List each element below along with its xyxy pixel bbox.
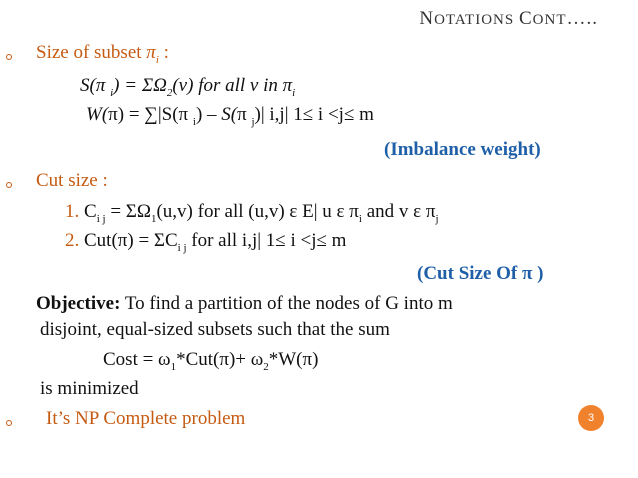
formula-subset-size: S(π $_i) = \Sigma\Omega_2(v)$ for all v in $\pi_i$ xyxy=(80,75,296,99)
formula-cut-total: 2. $Cut(\pi) = \Sigma C_{i j}$ for all i,j| 1≤ i <j≤ m xyxy=(65,230,347,254)
slide-title: NOTATIONS CONT….. xyxy=(419,8,598,29)
objective-line: Objective: To find a partition of the nodes of G into m xyxy=(36,293,453,314)
bullet-size-of-subset: Size of subset $\pi_i$ : xyxy=(36,42,169,66)
label-imbalance-weight: (Imbalance weight) xyxy=(384,139,541,160)
bullet-icon xyxy=(6,420,12,426)
bullet-cut-size: Cut size : xyxy=(36,170,108,191)
objective-line-2: disjoint, equal-sized subsets such that the sum xyxy=(40,319,390,340)
formula-imbalance: W(π) = ∑|S(π $_i$) – S(π $_j$)| i,j| 1≤ i <j≤ m xyxy=(86,104,374,128)
formula-cut-cij: 1. $C_{i j} = \Sigma\Omega_1(u,v)$ for all (u,v) ε E| u ε $\pi_i$ and v ε $\pi_j$ xyxy=(65,201,439,225)
label-cut-size-of-pi: (Cut Size Of π ) xyxy=(417,263,544,284)
formula-cost: Cost = $\omega_1*Cut(\pi)+ \omega_2*W(\pi)$ xyxy=(103,349,319,373)
objective-line-3: is minimized xyxy=(40,378,139,399)
bullet-icon xyxy=(6,54,12,60)
page-number-badge: 3 xyxy=(578,405,604,431)
bullet-icon xyxy=(6,182,12,188)
bullet-np-complete: It’s NP Complete problem xyxy=(46,408,246,429)
